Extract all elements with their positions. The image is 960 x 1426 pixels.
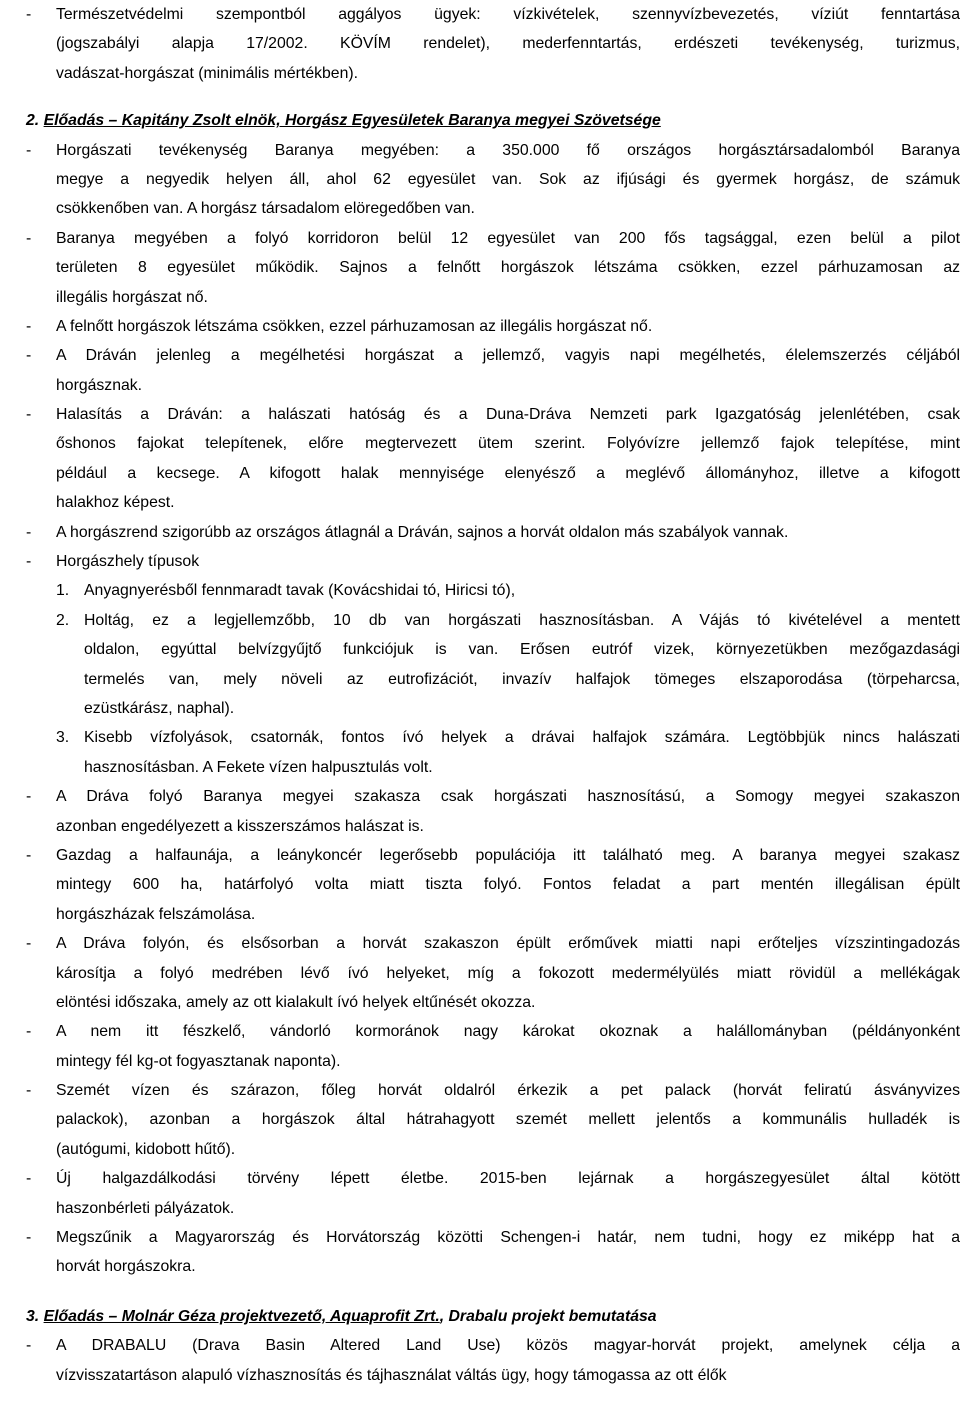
list-item — [26, 341, 960, 400]
text-line — [26, 400, 960, 429]
bullet-dash: - — [26, 1229, 32, 1247]
text-line — [26, 988, 960, 1017]
text-line — [26, 29, 960, 58]
bullet-dash: - — [26, 347, 32, 365]
paragraph-line: megye a negyedik helyen áll, ahol 62 egyesület van. Sok az ifjúsági és gyermek horgász, de számuk — [56, 170, 960, 188]
item-number: 1. — [56, 582, 70, 600]
paragraph-line: Kisebb vízfolyások, csatornák, fontos ívó helyek a drávai halfajok számára. Legtöbbjük nincs halászati — [84, 729, 960, 747]
text-line — [26, 929, 960, 958]
intro-item — [26, 0, 960, 88]
item-number: 2. — [56, 611, 70, 629]
text-line — [26, 136, 960, 165]
text-line — [26, 812, 960, 841]
paragraph-line: termelés van, mely növeli az eutrofizációt, invazív halfajok tömeges elszaporodása (törpeharcsa, — [84, 670, 960, 688]
list-item — [26, 782, 960, 841]
paragraph-line: (jogszabályi alapja 17/2002. KÖVÍM rendelet), mederfenntartás, erdészeti tevékenység, turizmus, — [56, 35, 960, 53]
text-line — [26, 341, 960, 370]
list-item — [26, 1017, 960, 1076]
paragraph-line: Halasítás a Dráván: a halászati hatóság és a Duna-Dráva Nemzeti park Igazgatóság jelenlétében, csak — [56, 406, 960, 424]
text-line — [26, 635, 960, 664]
text-line — [26, 1076, 960, 1105]
paragraph-line: (autógumi, kidobott hűtő). — [56, 1140, 236, 1158]
paragraph-line: Baranya megyében a folyó korridoron belül 12 egyesület van 200 fős tagsággal, ezen belül a pilot — [56, 229, 960, 247]
bullet-dash: - — [26, 141, 32, 159]
bullet-dash: - — [26, 935, 32, 953]
list-item — [26, 1076, 960, 1164]
text-line — [26, 429, 960, 458]
list-item — [26, 1164, 960, 1223]
text-line — [26, 870, 960, 899]
text-line — [26, 841, 960, 870]
text-line — [26, 0, 960, 29]
text-line — [26, 959, 960, 988]
text-line — [26, 900, 960, 929]
text-line — [26, 1361, 960, 1390]
paragraph-line: Horgászhely típusok — [56, 553, 200, 571]
paragraph-line: vízvisszatartáson alapuló vízhasznosítás és tájhasználat váltás ügy, hogy támogassa az ott élők — [56, 1366, 727, 1384]
list-item — [26, 841, 960, 929]
paragraph-line: károsítja a folyó medrében lévő ívó helyeket, míg a fokozott medermélyülés miatt rövidül a mellékágak — [56, 964, 960, 982]
list-item — [26, 312, 960, 341]
list-item — [26, 518, 960, 547]
bullet-dash: - — [26, 317, 32, 335]
paragraph-line: haszonbérleti pályázatok. — [56, 1199, 235, 1217]
text-line — [26, 459, 960, 488]
paragraph-line: A felnőtt horgászok létszáma csökken, ezzel párhuzamosan az illegális horgászat nő. — [56, 317, 653, 335]
text-line — [26, 283, 960, 312]
paragraph-line: A DRABALU (Drava Basin Altered Land Use) közös magyar-horvát projekt, amelynek célja a — [56, 1337, 960, 1355]
text-line — [26, 1105, 960, 1134]
paragraph-line: Megszűnik a Magyarország és Horvátország közötti Schengen-i határ, nem tudni, hogy ez miképp hat a — [56, 1229, 960, 1247]
heading-suffix: , Drabalu projekt bemutatása — [439, 1307, 657, 1325]
paragraph-line: horgászházak felszámolása. — [56, 905, 256, 923]
text-line — [26, 547, 960, 576]
paragraph-line: illegális horgászat nő. — [56, 288, 208, 306]
list-item — [26, 929, 960, 1017]
text-line — [26, 518, 960, 547]
text-line — [26, 488, 960, 517]
paragraph-line: Gazdag a halfaunája, a leánykoncér legerősebb populációja itt található meg. A baranya megyei szakasz — [56, 846, 960, 864]
paragraph-line: területen 8 egyesület működik. Sajnos a felnőtt horgászok létszáma csökken, ezzel párhuzamosan az — [56, 259, 960, 277]
text-line — [26, 606, 960, 635]
text-line — [26, 1252, 960, 1281]
paragraph-line: A horgászrend szigorúbb az országos átlagnál a Dráván, sajnos a horvát oldalon más szabályok vannak. — [56, 523, 789, 541]
bullet-dash: - — [26, 523, 32, 541]
paragraph-line: őshonos fajokat telepítenek, előre megtervezett ütem szerint. Folyóvízre jellemző fajok telepítése, mint — [56, 435, 960, 453]
paragraph-line: A Dráván jelenleg a megélhetési horgászat a jellemző, vagyis napi megélhetés, élelemszerzés céljából — [56, 347, 960, 365]
list-item — [26, 400, 960, 518]
item-number: 3. — [56, 729, 70, 747]
heading-number: 3. — [26, 1307, 40, 1325]
spacer — [26, 1282, 960, 1302]
paragraph-line: például a kecsege. A kifogott halak mennyisége elenyésző a meglévő állományhoz, illetve a kifogott — [56, 464, 960, 482]
numbered-item — [26, 576, 960, 605]
paragraph-line: palackok), azonban a horgászok által hátrahagyott szemét mellett jelentős a kommunális hulladék is — [56, 1111, 960, 1129]
text-line — [26, 1223, 960, 1252]
text-line — [26, 665, 960, 694]
text-line — [26, 753, 960, 782]
paragraph-line: azonban engedélyezett a kisszerszámos halászat is. — [56, 817, 424, 835]
heading-text — [26, 106, 661, 135]
paragraph-line: Szemét vízen és szárazon, főleg horvát oldalról érkezik a pet palack (horvát feliratú ásványvizes — [56, 1082, 960, 1100]
list-item — [26, 224, 960, 312]
paragraph-line: mintegy 600 ha, határfolyó volta miatt tiszta folyó. Fontos feladat a part mentén illegálisan épült — [56, 876, 960, 894]
text-line — [26, 224, 960, 253]
list-item — [26, 136, 960, 224]
bullet-dash: - — [26, 6, 32, 23]
paragraph-line: horvát horgászokra. — [56, 1258, 196, 1276]
text-line — [26, 1017, 960, 1046]
paragraph-line: A Dráva folyó Baranya megyei szakasza csak horgászati hasznosítású, a Somogy megyei szakaszon — [56, 788, 960, 806]
numbered-item — [26, 606, 960, 724]
list-item — [26, 1223, 960, 1282]
heading-title: Előadás – Kapitány Zsolt elnök, Horgász Egyesületek Baranya megyei Szövetsége — [43, 112, 661, 130]
paragraph-line: elöntési időszaka, amely az ott kialakult ívó helyek eltűnését okozza. — [56, 993, 536, 1011]
text-line — [26, 694, 960, 723]
paragraph-line: Anyagnyerésből fennmaradt tavak (Kovácshidai tó, Hiricsi tó), — [84, 582, 516, 600]
numbered-item — [26, 723, 960, 782]
paragraph-line: csökkenőben van. A horgász társadalom elöregedőben van. — [56, 200, 475, 218]
bullet-dash: - — [26, 788, 32, 806]
text-line — [26, 782, 960, 811]
heading-text — [26, 1302, 657, 1331]
text-line — [26, 312, 960, 341]
text-line — [26, 723, 960, 752]
paragraph-line: A Dráva folyón, és elsősorban a horvát szakaszon épült erőművek miatti napi erőteljes vízszintingadozás — [56, 935, 960, 953]
bullet-dash: - — [26, 1023, 32, 1041]
text-line — [26, 1135, 960, 1164]
paragraph-line: horgásznak. — [56, 376, 143, 394]
heading-number: 2. — [26, 112, 40, 130]
bullet-dash: - — [26, 846, 32, 864]
text-line — [26, 253, 960, 282]
document-page — [26, 0, 960, 1390]
text-line — [26, 371, 960, 400]
paragraph-line: hasznosításban. A Fekete vízen halpusztulás volt. — [84, 758, 433, 776]
spacer — [26, 88, 960, 106]
bullet-dash: - — [26, 1337, 32, 1355]
bullet-dash: - — [26, 553, 32, 571]
paragraph-line: Természetvédelmi szempontból aggályos ügyek: vízkivételek, szennyvízbevezetés, víziút fenntartása — [56, 6, 960, 23]
paragraph-line: A nem itt fészkelő, vándorló kormoránok nagy károkat okoznak a halállományban (példányonként — [56, 1023, 960, 1041]
paragraph-line: Új halgazdálkodási törvény lépett életbe. 2015-ben lejárnak a horgászegyesület által kötött — [56, 1170, 960, 1188]
text-line — [26, 1164, 960, 1193]
text-line — [26, 59, 960, 88]
text-line — [26, 194, 960, 223]
text-line — [26, 165, 960, 194]
section-heading — [26, 106, 960, 135]
paragraph-line: ezüstkárász, naphal). — [84, 699, 235, 717]
list-item — [26, 1331, 960, 1390]
paragraph-line: Holtág, ez a legjellemzőbb, 10 db van horgászati hasznosításban. A Vájás tó kivételével a mentett — [84, 611, 960, 629]
text-line — [26, 1194, 960, 1223]
text-line — [26, 576, 960, 605]
text-line — [26, 1047, 960, 1076]
bullet-dash: - — [26, 1170, 32, 1188]
heading-title: Előadás – Molnár Géza projektvezető, Aquaprofit Zrt. — [43, 1307, 440, 1325]
text-line — [26, 1331, 960, 1360]
list-item — [26, 547, 960, 576]
paragraph-line: Horgászati tevékenység Baranya megyében: a 350.000 fő országos horgásztársadalomból Baranya — [56, 141, 960, 159]
bullet-dash: - — [26, 229, 32, 247]
paragraph-line: vadászat-horgászat (minimális mértékben). — [56, 64, 359, 82]
paragraph-line: mintegy fél kg-ot fogyasztanak naponta). — [56, 1052, 341, 1070]
paragraph-line: halakhoz képest. — [56, 494, 175, 512]
section-heading — [26, 1302, 960, 1331]
bullet-dash: - — [26, 406, 32, 424]
paragraph-line: oldalon, egyúttal belvízgyűjtő funkciójuk is van. Erősen eutróf vizek, környezetükben mezőgazdasági — [84, 641, 960, 659]
bullet-dash: - — [26, 1082, 32, 1100]
